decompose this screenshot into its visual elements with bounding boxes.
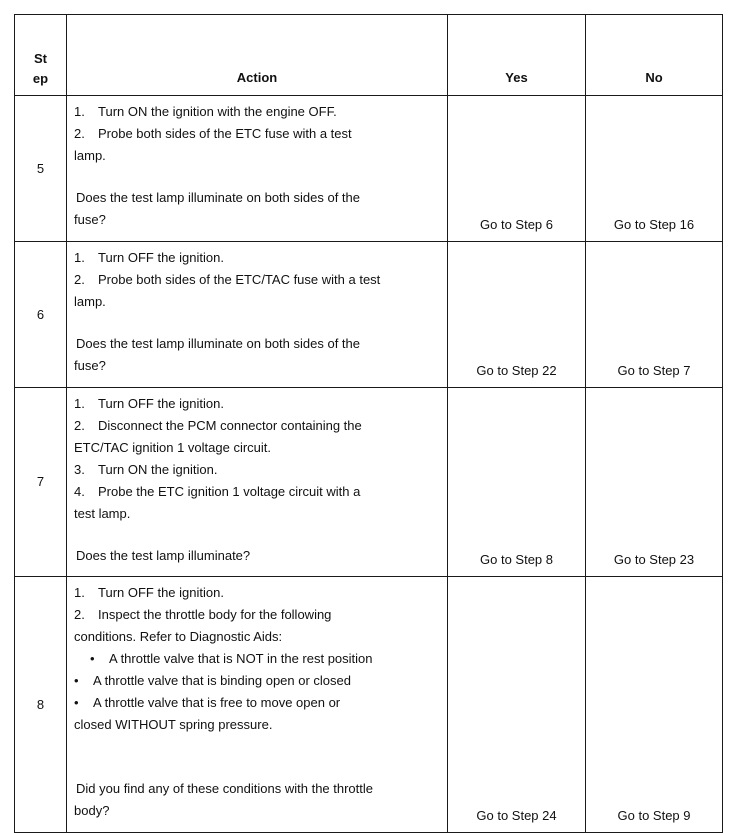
yes-outcome: Go to Step 24 xyxy=(448,577,586,833)
item-text: Probe both sides of the ETC fuse with a test xyxy=(98,126,352,141)
item-number: 1. xyxy=(74,396,85,411)
action-item xyxy=(74,481,441,503)
question-text-continued: fuse? xyxy=(74,212,106,227)
diagnostic-table-page xyxy=(14,14,722,833)
action-column-header: Action xyxy=(67,15,448,96)
step-number: 7 xyxy=(15,388,67,577)
bullet-marker: • xyxy=(74,673,79,688)
action-item xyxy=(74,582,441,604)
item-number: 1. xyxy=(74,104,85,119)
item-text-continued: lamp. xyxy=(74,294,106,309)
action-item xyxy=(74,269,441,291)
item-text: Turn ON the ignition. xyxy=(98,462,218,477)
no-outcome: Go to Step 16 xyxy=(586,96,723,242)
item-text: Probe both sides of the ETC/TAC fuse with a test xyxy=(98,272,381,287)
action-item xyxy=(74,393,441,415)
no-column-header: No xyxy=(586,15,723,96)
yes-column-header: Yes xyxy=(448,15,586,96)
no-outcome: Go to Step 7 xyxy=(586,242,723,388)
action-cell xyxy=(67,96,448,242)
action-item xyxy=(74,101,441,123)
no-outcome: Go to Step 23 xyxy=(586,388,723,577)
item-number: 4. xyxy=(74,484,85,499)
bullet-item xyxy=(74,692,441,714)
item-text: Disconnect the PCM connector containing the xyxy=(98,418,362,433)
bullet-marker: • xyxy=(74,695,79,710)
item-text: Turn OFF the ignition. xyxy=(98,585,224,600)
item-text: Probe the ETC ignition 1 voltage circuit with a xyxy=(98,484,361,499)
item-text-continued: test lamp. xyxy=(74,506,131,521)
question-text: Does the test lamp illuminate? xyxy=(76,548,251,563)
bullet-item xyxy=(74,648,441,670)
yes-outcome: Go to Step 6 xyxy=(448,96,586,242)
bullet-marker: • xyxy=(90,651,95,666)
table-row-step-7 xyxy=(15,388,723,577)
bullet-text: A throttle valve that is NOT in the rest position xyxy=(109,651,373,666)
step-number: 8 xyxy=(15,577,67,833)
table-row-step-8 xyxy=(15,577,723,833)
question-text: Does the test lamp illuminate on both sides of the xyxy=(76,190,360,205)
table-row-step-5 xyxy=(15,96,723,242)
action-item xyxy=(74,604,441,626)
action-cell xyxy=(67,242,448,388)
bullet-text-continued: closed WITHOUT spring pressure. xyxy=(74,717,273,732)
table-row-step-6 xyxy=(15,242,723,388)
item-text: Turn ON the ignition with the engine OFF. xyxy=(98,104,337,119)
diagnostic-table xyxy=(14,14,723,833)
action-cell xyxy=(67,577,448,833)
action-item xyxy=(74,247,441,269)
action-item xyxy=(74,459,441,481)
action-item xyxy=(74,123,441,145)
step-header-line-2: ep xyxy=(32,71,49,86)
step-number: 6 xyxy=(15,242,67,388)
item-number: 2. xyxy=(74,272,85,287)
step-header-line-1: St xyxy=(34,51,47,66)
item-number: 2. xyxy=(74,607,85,622)
step-number: 5 xyxy=(15,96,67,242)
question-text: Did you find any of these conditions with the throttle xyxy=(76,781,374,796)
no-outcome: Go to Step 9 xyxy=(586,577,723,833)
question-text-continued: body? xyxy=(74,803,110,818)
item-text: Turn OFF the ignition. xyxy=(98,250,224,265)
item-number: 1. xyxy=(74,250,85,265)
question-text-continued: fuse? xyxy=(74,358,106,373)
item-number: 2. xyxy=(74,418,85,433)
item-number: 2. xyxy=(74,126,85,141)
bullet-item xyxy=(74,670,441,692)
bullet-text: A throttle valve that is binding open or closed xyxy=(93,673,351,688)
item-text: Inspect the throttle body for the following xyxy=(98,607,332,622)
header-row xyxy=(15,15,723,96)
item-text: Turn OFF the ignition. xyxy=(98,396,224,411)
item-text-continued: conditions. Refer to Diagnostic Aids: xyxy=(74,629,283,644)
item-number: 1. xyxy=(74,585,85,600)
bullet-text: A throttle valve that is free to move open or xyxy=(93,695,341,710)
yes-outcome: Go to Step 22 xyxy=(448,242,586,388)
item-text-continued: lamp. xyxy=(74,148,106,163)
action-item xyxy=(74,415,441,437)
yes-outcome: Go to Step 8 xyxy=(448,388,586,577)
step-column-header xyxy=(15,15,67,96)
item-text-continued: ETC/TAC ignition 1 voltage circuit. xyxy=(74,440,271,455)
item-number: 3. xyxy=(74,462,85,477)
action-cell xyxy=(67,388,448,577)
question-text: Does the test lamp illuminate on both sides of the xyxy=(76,336,360,351)
